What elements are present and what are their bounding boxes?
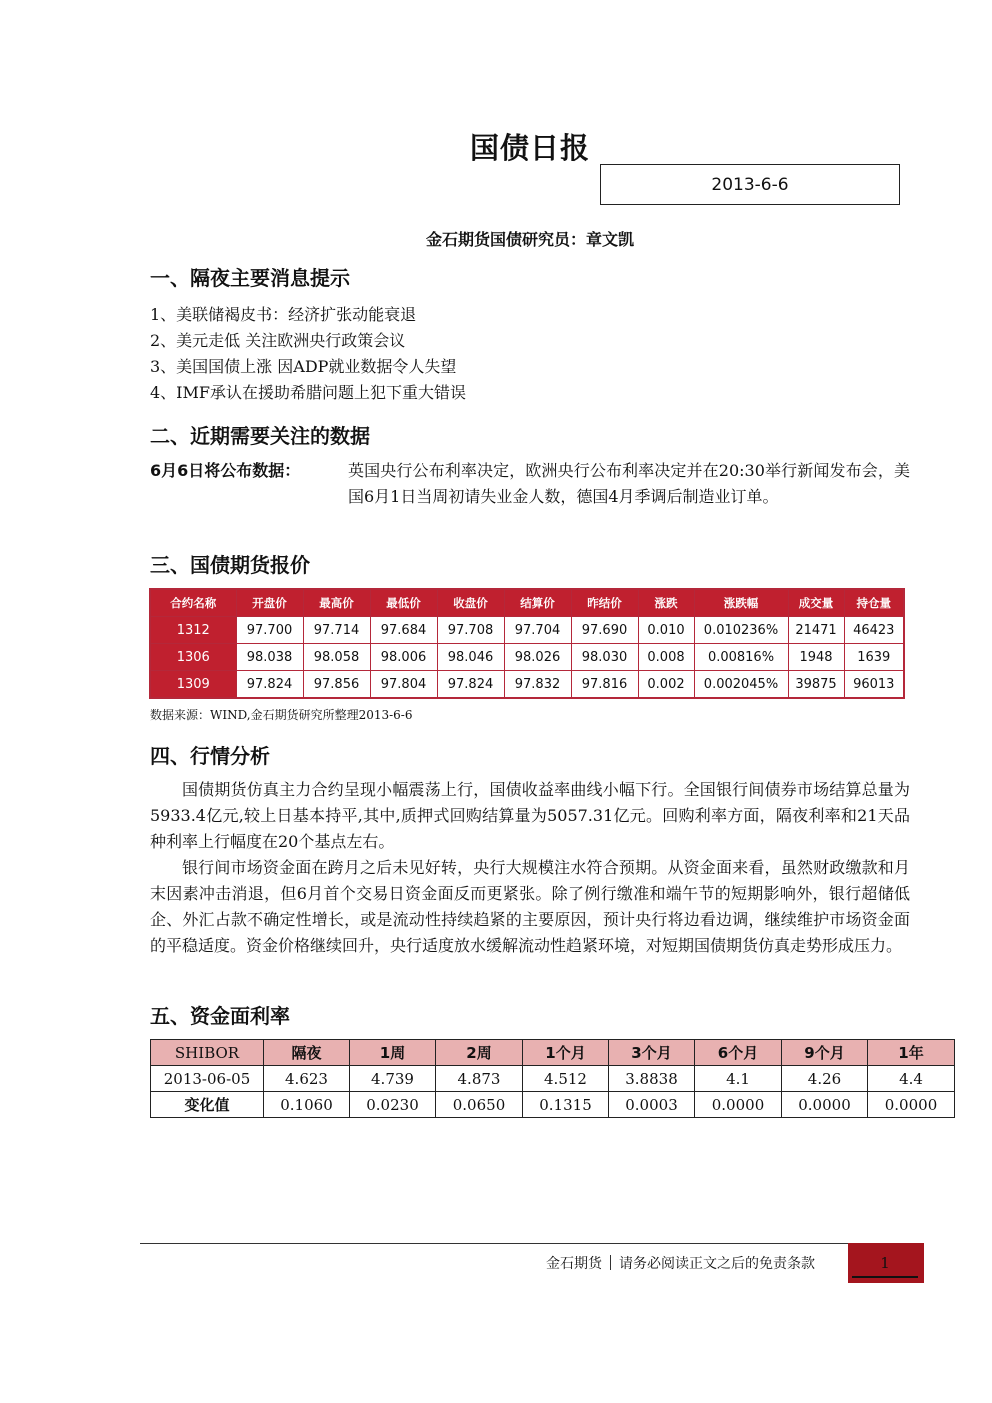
futures-quote-table — [149, 588, 905, 699]
section-heading-news: 一、隔夜主要消息提示 — [150, 266, 350, 290]
column-header: 最低价 — [370, 589, 437, 617]
data-source-note: 数据来源：WIND,金石期货研究所整理2013-6-6 — [150, 708, 413, 722]
footer-text — [546, 1253, 815, 1273]
column-header: SHIBOR — [151, 1040, 264, 1066]
table-cell: 0.0000 — [782, 1092, 868, 1118]
table-cell: 0.0003 — [609, 1092, 695, 1118]
table-cell: 0.00816% — [694, 644, 788, 671]
table-cell: 97.690 — [571, 617, 638, 644]
table-cell: 0.008 — [638, 644, 694, 671]
table-cell: 4.512 — [523, 1066, 609, 1092]
table-cell: 0.010236% — [694, 617, 788, 644]
table-cell: 0.1060 — [264, 1092, 350, 1118]
table-cell: 96013 — [844, 671, 904, 699]
quote-header-row — [150, 589, 904, 617]
table-cell: 4.4 — [868, 1066, 955, 1092]
column-header: 昨结价 — [571, 589, 638, 617]
analysis-paragraph: 银行间市场资金面在跨月之后未见好转，央行大规模注水符合预期。从资金面来看，虽然财政缴款和月末因素冲击消退，但6月首个交易日资金面反而更紧张。除了例行缴准和端午节的短期影响外，银行超储低企、外汇占款不确定性增长，或是流动性持续趋紧的主要原因，预计央行将边看边调，继续维护市场资金面的平稳适度。资金价格继续回升，央行适度放水缓解流动性趋紧环境，对短期国债期货仿真走势形成压力。 — [150, 858, 910, 955]
news-item: 3、美国国债上涨 因ADP就业数据令人失望 — [150, 357, 457, 376]
column-header: 收盘价 — [437, 589, 504, 617]
rate-header-row — [151, 1040, 955, 1066]
table-cell: 98.026 — [504, 644, 571, 671]
table-row — [150, 671, 904, 699]
column-header: 2周 — [436, 1040, 523, 1066]
contract-code: 1306 — [150, 644, 236, 671]
column-header: 合约名称 — [150, 589, 236, 617]
upcoming-data-text: 英国央行公布利率决定，欧洲央行公布利率决定并在20:30举行新闻发布会，美国6月1日当周初请失业金人数，德国4月季调后制造业订单。 — [348, 461, 910, 506]
column-header: 开盘价 — [236, 589, 303, 617]
change-label-cell: 变化值 — [151, 1092, 264, 1118]
news-item: 4、IMF承认在援助希腊问题上犯下重大错误 — [150, 383, 466, 402]
table-cell: 46423 — [844, 617, 904, 644]
table-row — [150, 644, 904, 671]
analysis-paragraph: 国债期货仿真主力合约呈现小幅震荡上行，国债收益率曲线小幅下行。全国银行间债券市场结算总量为5933.4亿元,较上日基本持平,其中,质押式回购结算量为5057.31亿元。回购利率方面，隔夜利率和21天品种利率上行幅度在20个基点左右。 — [150, 780, 910, 851]
contract-code: 1312 — [150, 617, 236, 644]
table-cell: 4.26 — [782, 1066, 868, 1092]
table-cell: 21471 — [788, 617, 844, 644]
table-cell: 97.804 — [370, 671, 437, 699]
table-cell: 98.030 — [571, 644, 638, 671]
column-header: 9个月 — [782, 1040, 868, 1066]
column-header: 涨跌 — [638, 589, 694, 617]
news-item: 1、美联储褐皮书：经济扩张动能衰退 — [150, 305, 417, 324]
upcoming-data-label: 6月6日将公布数据： — [150, 461, 301, 480]
table-cell: 97.684 — [370, 617, 437, 644]
table-cell: 0.002045% — [694, 671, 788, 699]
column-header: 持仓量 — [844, 589, 904, 617]
column-header: 3个月 — [609, 1040, 695, 1066]
section-heading-upcoming-data: 二、近期需要关注的数据 — [150, 424, 370, 448]
table-cell: 98.058 — [303, 644, 370, 671]
section-heading-market-analysis: 四、行情分析 — [150, 744, 270, 768]
table-cell: 0.0650 — [436, 1092, 523, 1118]
section-heading-money-market-rates: 五、资金面利率 — [150, 1004, 290, 1028]
column-header: 最高价 — [303, 589, 370, 617]
table-cell: 97.708 — [437, 617, 504, 644]
contract-code: 1309 — [150, 671, 236, 699]
table-cell: 4.1 — [695, 1066, 782, 1092]
column-header: 成交量 — [788, 589, 844, 617]
table-cell: 3.8838 — [609, 1066, 695, 1092]
table-cell: 0.1315 — [523, 1092, 609, 1118]
table-cell: 0.002 — [638, 671, 694, 699]
column-header: 1周 — [350, 1040, 436, 1066]
column-header: 6个月 — [695, 1040, 782, 1066]
table-cell: 97.824 — [437, 671, 504, 699]
news-item: 2、美元走低 关注欧洲央行政策会议 — [150, 331, 406, 350]
rate-date-cell: 2013-06-05 — [151, 1066, 264, 1092]
table-cell: 4.873 — [436, 1066, 523, 1092]
footer-divider — [140, 1243, 848, 1244]
table-cell: 4.739 — [350, 1066, 436, 1092]
table-row — [151, 1092, 955, 1118]
report-title: 国债日报 — [469, 131, 590, 165]
shibor-rate-table — [150, 1039, 955, 1118]
footer-disclaimer: 请务必阅读正文之后的免责条款 — [619, 1256, 815, 1272]
table-cell: 1639 — [844, 644, 904, 671]
table-cell: 97.704 — [504, 617, 571, 644]
table-cell: 1948 — [788, 644, 844, 671]
column-header: 1个月 — [523, 1040, 609, 1066]
table-cell: 97.700 — [236, 617, 303, 644]
column-header: 涨跌幅 — [694, 589, 788, 617]
table-cell: 39875 — [788, 671, 844, 699]
table-cell: 4.623 — [264, 1066, 350, 1092]
table-cell: 0.010 — [638, 617, 694, 644]
column-header: 结算价 — [504, 589, 571, 617]
footer-company: 金石期货 — [546, 1256, 602, 1272]
table-cell: 97.816 — [571, 671, 638, 699]
report-author: 金石期货国债研究员：章文凯 — [425, 230, 634, 249]
table-row — [150, 617, 904, 644]
table-cell: 98.006 — [370, 644, 437, 671]
section-heading-futures-quotes: 三、国债期货报价 — [150, 553, 310, 577]
table-cell: 97.856 — [303, 671, 370, 699]
table-cell: 98.046 — [437, 644, 504, 671]
column-header: 1年 — [868, 1040, 955, 1066]
column-header: 隔夜 — [264, 1040, 350, 1066]
table-cell: 97.832 — [504, 671, 571, 699]
table-cell: 0.0000 — [868, 1092, 955, 1118]
table-cell: 97.824 — [236, 671, 303, 699]
table-cell: 98.038 — [236, 644, 303, 671]
table-cell: 0.0230 — [350, 1092, 436, 1118]
table-row — [151, 1066, 955, 1092]
table-cell: 0.0000 — [695, 1092, 782, 1118]
report-date: 2013-6-6 — [600, 164, 900, 205]
table-cell: 97.714 — [303, 617, 370, 644]
news-list — [150, 302, 466, 406]
footer-separator — [610, 1255, 611, 1270]
page-number: 1 — [852, 1250, 918, 1278]
